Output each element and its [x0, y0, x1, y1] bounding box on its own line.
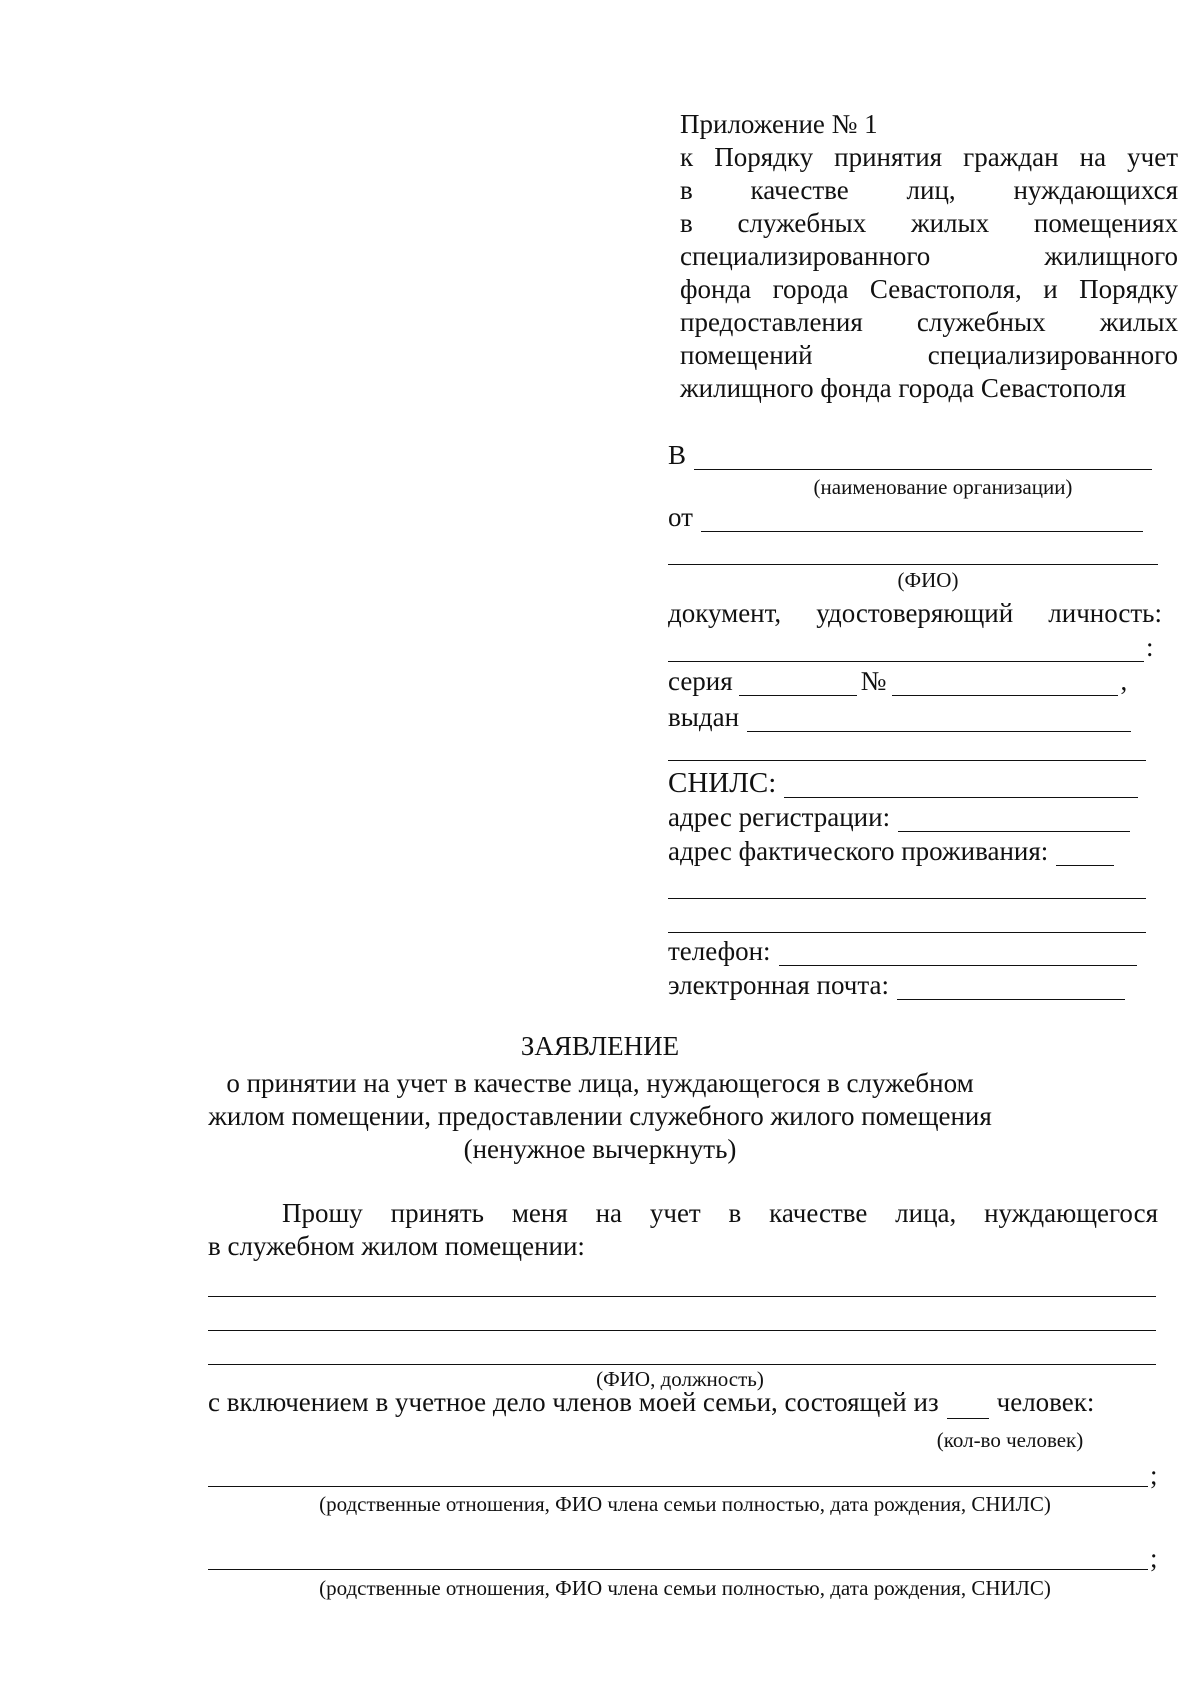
statement-heading: ЗАЯВЛЕНИЕ	[520, 1031, 680, 1061]
number-comma: ,	[1120, 666, 1128, 696]
request-line-1: Прошу принять меня на учет в качестве лица, нуждающегося	[282, 1198, 1158, 1228]
family-count-field[interactable]	[947, 1396, 989, 1419]
family-member-caption-2: (родственные отношения, ФИО члена семьи полностью, дата рождения, СНИЛС)	[319, 1576, 1051, 1600]
actual-address-field[interactable]	[1056, 841, 1114, 866]
reg-address-label: адрес регистрации:	[668, 802, 891, 832]
series-row	[668, 666, 1127, 696]
issued-row	[668, 702, 1131, 732]
actual-address-line-3[interactable]	[668, 932, 1146, 933]
snils-field[interactable]	[784, 773, 1138, 798]
family-count-caption: (кол-во человек)	[936, 1428, 1084, 1452]
from-field[interactable]	[701, 507, 1143, 532]
to-label: В	[668, 440, 687, 470]
snils-row	[668, 768, 1138, 798]
fio-position-line-2[interactable]	[208, 1330, 1156, 1331]
id-doc-value-row	[668, 632, 1154, 662]
appendix-line: помещений специализированного	[680, 340, 1178, 370]
from-label: от	[668, 502, 693, 532]
id-doc-row	[668, 598, 1164, 628]
appendix-line: предоставления служебных жилых	[680, 307, 1178, 337]
id-doc-colon: :	[1146, 632, 1154, 662]
family-member-field-1[interactable]	[208, 1486, 1148, 1487]
issued-field[interactable]	[747, 707, 1131, 732]
statement-subtitle-line: о принятии на учет в качестве лица, нуждающегося в служебном	[226, 1068, 974, 1098]
statement-title	[160, 1030, 1040, 1166]
phone-field[interactable]	[779, 941, 1137, 966]
issued-field-line-2[interactable]	[668, 760, 1146, 761]
fio-position-line-3[interactable]	[208, 1364, 1156, 1365]
email-row	[668, 970, 1125, 1000]
appendix-line: жилищного фонда города Севастополя	[680, 373, 1127, 403]
organization-caption: (наименование организации)	[813, 475, 1073, 499]
statement-subtitle-line: (ненужное вычеркнуть)	[463, 1134, 737, 1164]
request-paragraph	[208, 1197, 1158, 1263]
appendix-title: Приложение № 1	[680, 109, 878, 139]
inclusion-text: с включением в учетное дело членов моей семьи, состоящей из	[208, 1387, 939, 1417]
email-label: электронная почта:	[668, 970, 889, 1000]
phone-label: телефон:	[668, 936, 771, 966]
series-field[interactable]	[739, 671, 857, 696]
phone-row	[668, 936, 1137, 966]
appendix-line: специализированного жилищного	[680, 241, 1178, 271]
inclusion-suffix: человек:	[996, 1387, 1095, 1417]
appendix-line: фонда города Севастополя, и Порядку	[680, 274, 1178, 304]
series-label: серия	[668, 666, 733, 696]
actual-address-line-2[interactable]	[668, 898, 1146, 899]
snils-label: СНИЛС:	[668, 767, 777, 799]
request-line-2: в служебном жилом помещении:	[208, 1231, 585, 1261]
fio-position-caption: (ФИО, должность)	[596, 1367, 764, 1391]
email-field[interactable]	[897, 975, 1125, 1000]
family-member-semicolon-1: ;	[1150, 1460, 1158, 1490]
number-label: №	[860, 666, 887, 696]
fio-field-line[interactable]	[668, 564, 1158, 565]
from-row	[668, 502, 1143, 532]
fio-caption: (ФИО)	[897, 568, 959, 592]
appendix-line: в служебных жилых помещениях	[680, 208, 1178, 238]
appendix-header	[680, 108, 1178, 405]
id-doc-label: документ, удостоверяющий личность:	[668, 598, 1162, 628]
appendix-line: в качестве лиц, нуждающихся	[680, 175, 1178, 205]
inclusion-row	[208, 1386, 1156, 1419]
reg-address-row	[668, 802, 1130, 832]
number-field[interactable]	[892, 671, 1118, 696]
family-member-caption-1: (родственные отношения, ФИО члена семьи полностью, дата рождения, СНИЛС)	[319, 1492, 1051, 1516]
family-member-semicolon-2: ;	[1150, 1543, 1158, 1573]
organization-field[interactable]	[694, 445, 1152, 470]
family-member-field-2[interactable]	[208, 1569, 1148, 1570]
appendix-line: к Порядку принятия граждан на учет	[680, 142, 1178, 172]
reg-address-field[interactable]	[898, 807, 1130, 832]
statement-subtitle-line: жилом помещении, предоставлении служебного жилого помещения	[208, 1101, 992, 1131]
to-row	[668, 440, 1152, 470]
actual-address-row	[668, 836, 1114, 866]
actual-address-label: адрес фактического проживания:	[668, 836, 1049, 866]
issued-label: выдан	[668, 702, 740, 732]
fio-position-line-1[interactable]	[208, 1296, 1156, 1297]
id-doc-field[interactable]	[668, 637, 1144, 662]
